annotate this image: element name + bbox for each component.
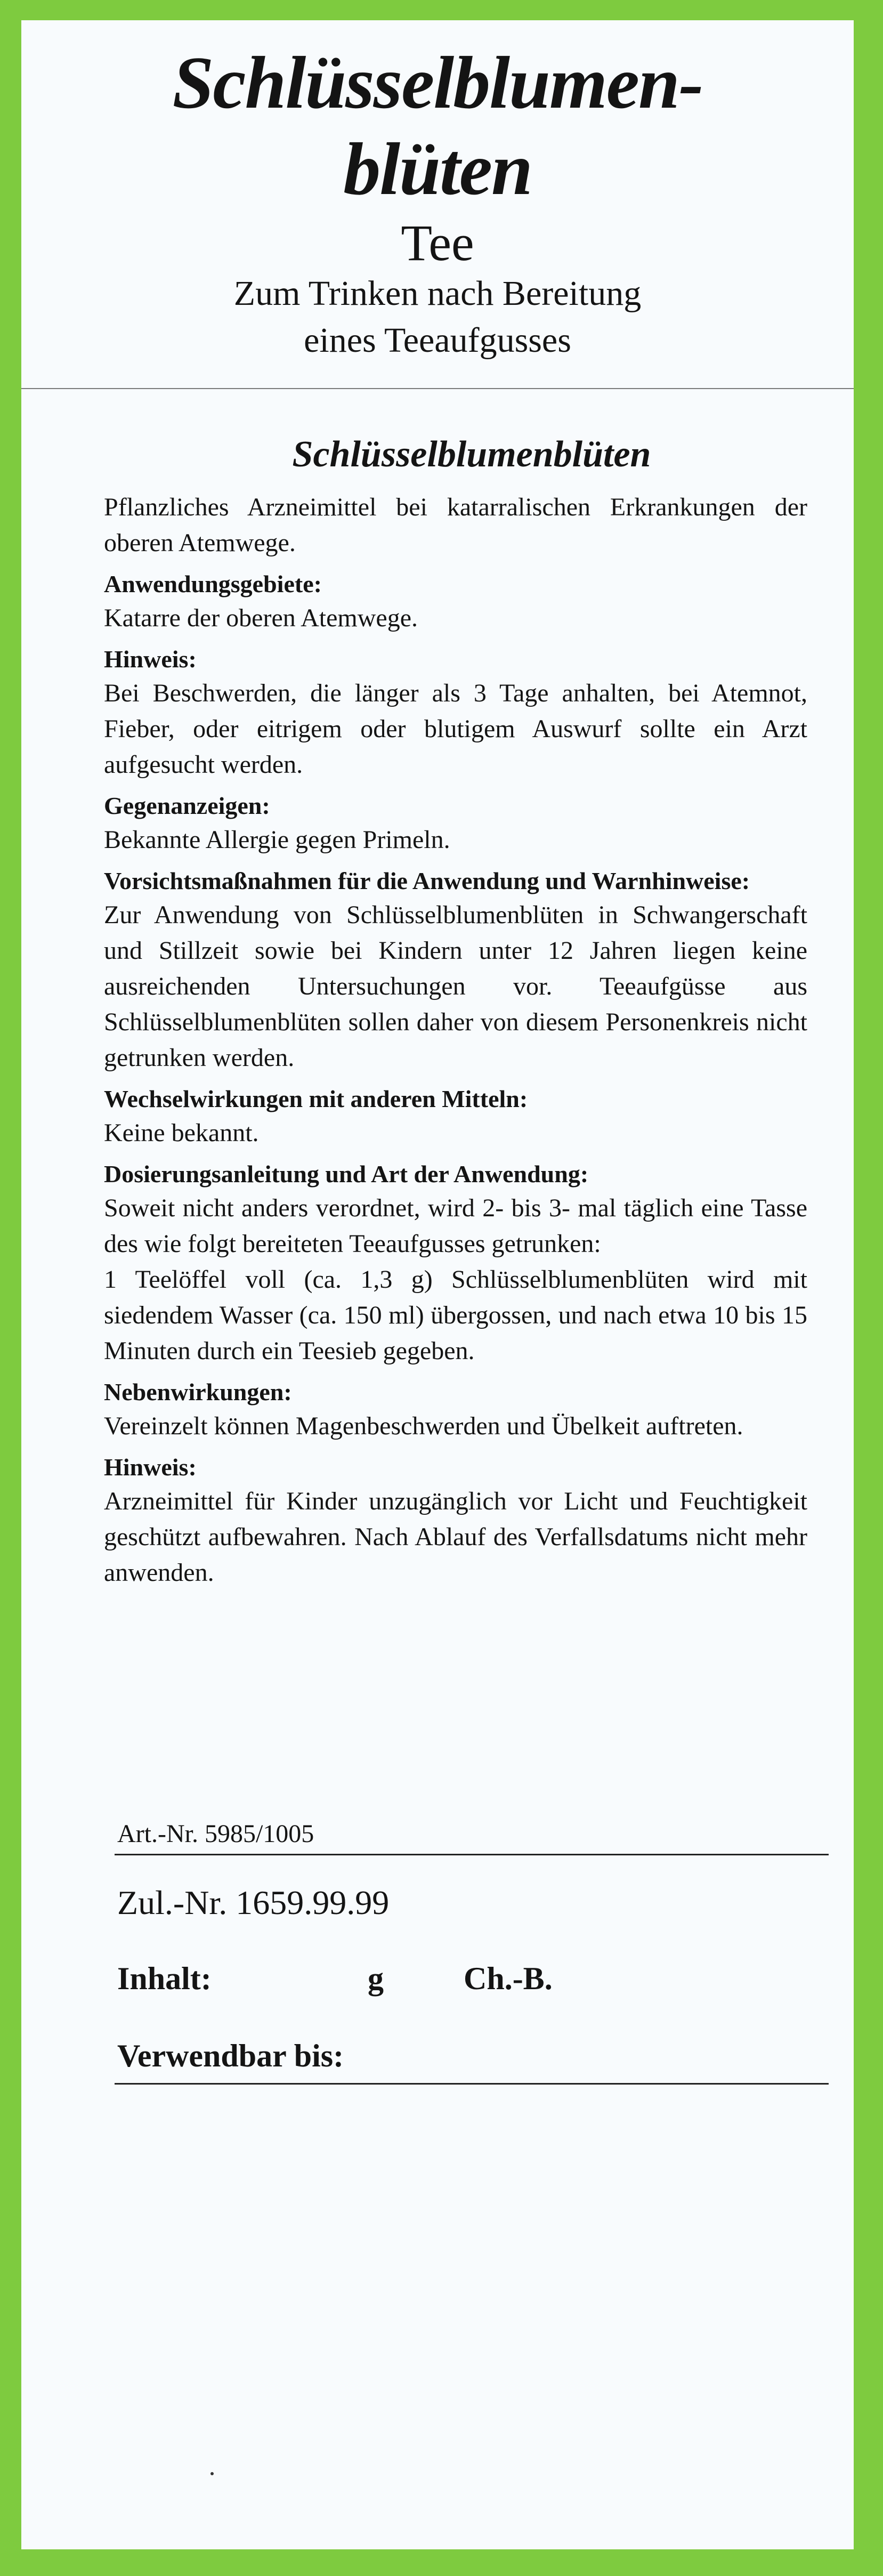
fold-line <box>21 388 854 389</box>
section-heading-gegenanzeigen: Gegenanzeigen: <box>104 792 270 819</box>
leaflet-title: Schlüsselblumenblüten <box>292 434 651 475</box>
content-unit: g <box>368 1961 384 1996</box>
product-subtitle-line2: eines Teeaufgusses <box>304 321 571 360</box>
label-header <box>21 20 854 388</box>
product-type: Tee <box>401 214 474 271</box>
product-subtitle-line1: Zum Trinken nach Bereitung <box>233 274 642 313</box>
label-sheet <box>21 20 854 2549</box>
section-heading-dosierung: Dosierungsanleitung und Art der Anwendung: <box>104 1160 589 1188</box>
section-text-hinweis: Bei Beschwerden, die länger als 3 Tage anhalten, bei Atemnot, Fieber, oder eitrigem oder blutigem Auswurf sollte ein Arzt aufgesucht werden. <box>104 679 807 779</box>
content-label: Inhalt: <box>117 1961 212 1996</box>
batch-label: Ch.-B. <box>464 1961 553 1996</box>
expiry-label: Verwendbar bis: <box>117 2038 344 2073</box>
product-title-line2: blüten <box>343 128 532 211</box>
section-heading-wechselwirkungen: Wechselwirkungen mit anderen Mitteln: <box>104 1085 528 1112</box>
section-text-gegenanzeigen: Bekannte Allergie gegen Primeln. <box>104 826 450 854</box>
product-title-line1: Schlüsselblumen- <box>172 42 703 124</box>
approval-number: Zul.-Nr. 1659.99.99 <box>117 1884 390 1921</box>
section-text-wechselwirkungen: Keine bekannt. <box>104 1119 259 1147</box>
section-text-dosierung: Soweit nicht anders verordnet, wird 2- bis 3- mal täglich eine Tasse des wie folgt bereiteten Teeaufgusses getrunken: <box>104 1194 807 1258</box>
leaflet-body <box>104 436 807 1590</box>
expiry-underline <box>115 2083 829 2085</box>
section-heading-hinweis-aufbewahrung: Hinweis: <box>104 1453 197 1481</box>
article-number: Art.-Nr. 5985/1005 <box>117 1820 314 1848</box>
section-heading-vorsichtsmassnahmen: Vorsichtsmaßnahmen für die Anwendung und Warnhinweise: <box>104 867 750 894</box>
section-text-vorsichtsmassnahmen: Zur Anwendung von Schlüsselblumenblüten in Schwangerschaft und Stillzeit sowie bei Kindern unter 12 Jahren liegen keine ausreichenden Untersuchungen vor. Teeaufgüsse aus Schlüsselblumenblüten sollen daher von diesem Personenkreis nicht getrunken werden. <box>104 901 807 1072</box>
paper-speck <box>210 2472 214 2475</box>
divider-line <box>115 1854 829 1855</box>
section-heading-nebenwirkungen: Nebenwirkungen: <box>104 1378 292 1406</box>
section-text-hinweis-aufbewahrung: Arzneimittel für Kinder unzugänglich vor Licht und Feuchtigkeit geschützt aufbewahren. Nach Ablauf des Verfallsdatums nicht mehr anwenden. <box>104 1487 807 1587</box>
leaflet-intro: Pflanzliches Arzneimittel bei katarralischen Erkrankungen der oberen Atemwege. <box>104 493 807 557</box>
section-text-dosierung-zubereitung: 1 Teelöffel voll (ca. 1,3 g) Schlüsselblumenblüten wird mit siedendem Wasser (ca. 150 ml) übergossen, und nach etwa 10 bis 15 Minuten durch ein Teesieb gegeben. <box>104 1265 807 1365</box>
section-text-nebenwirkungen: Vereinzelt können Magenbeschwerden und Übelkeit auftreten. <box>104 1412 743 1440</box>
section-heading-anwendungsgebiete: Anwendungsgebiete: <box>104 570 322 597</box>
section-text-anwendungsgebiete: Katarre der oberen Atemwege. <box>104 604 418 632</box>
section-heading-hinweis: Hinweis: <box>104 645 197 673</box>
